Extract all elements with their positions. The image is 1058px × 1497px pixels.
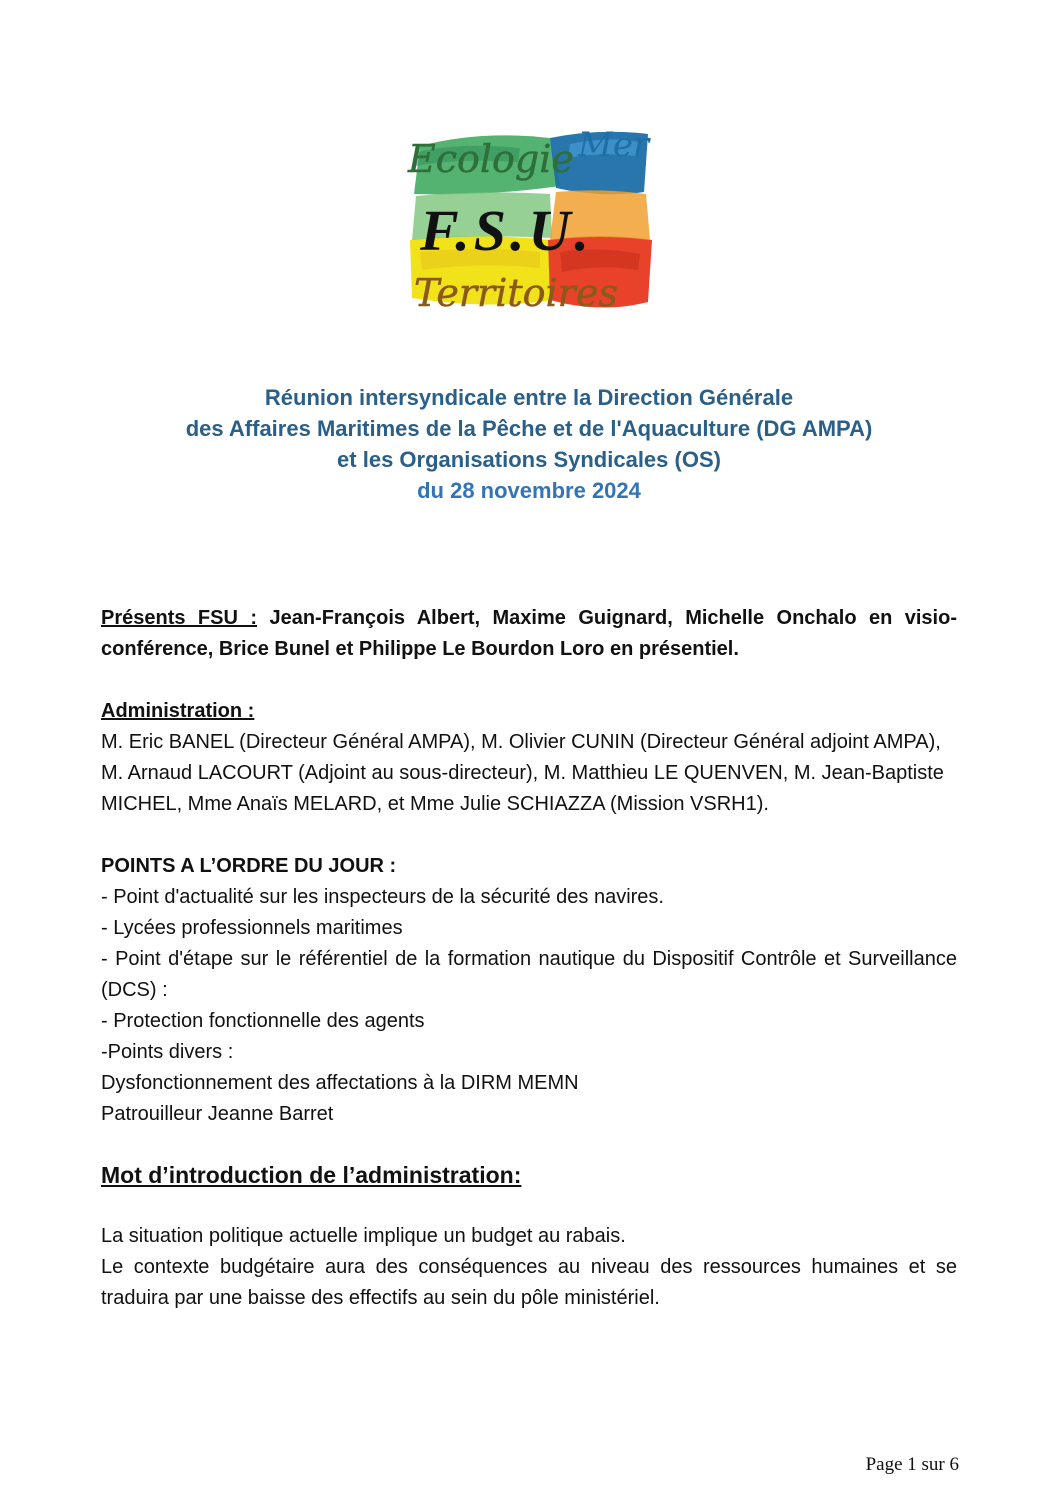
- administration-label: Administration :: [101, 700, 255, 722]
- agenda-label: POINTS A L’ORDRE DU JOUR :: [101, 855, 397, 877]
- fsu-logo: [400, 122, 660, 322]
- presents-paragraph: [101, 603, 957, 665]
- section-paragraph-2: Le contexte budgétaire aura des conséquences au niveau des ressources humaines et se traduira par une baisse des effectifs au sein du pôle ministériel.: [101, 1256, 957, 1309]
- logo-acronym: F.S.U.: [420, 198, 593, 263]
- meeting-date: du 28 novembre 2024: [417, 478, 641, 503]
- agenda-item: - Protection fonctionnelle des agents: [101, 1010, 425, 1032]
- section-heading: Mot d’introduction de l’administration:: [101, 1162, 522, 1188]
- administration-text: M. Eric BANEL (Directeur Général AMPA), M. Olivier CUNIN (Directeur Général adjoint AMPA), M. Arnaud LACOURT (Adjoint au sous-directeur), M. Matthieu LE QUENVEN, M. Jean-Baptiste MICHEL, Mme Anaïs MELARD, et Mme Julie SCHIAZZA (Mission VSRH1).: [101, 731, 944, 815]
- agenda-item: - Point d'actualité sur les inspecteurs de la sécurité des navires.: [101, 886, 664, 908]
- title-line-2: des Affaires Maritimes de la Pêche et de l'Aquaculture (DG AMPA): [185, 416, 873, 441]
- logo-word-territoires: Territoires: [414, 271, 618, 315]
- presents-label: Présents FSU :: [101, 607, 258, 629]
- presents-text: Jean-François Albert, Maxime Guignard, Michelle Onchalo en visio-conférence, Brice Bunel et Philippe Le Bourdon Loro en présentiel.: [101, 607, 957, 660]
- agenda-item: -Points divers :: [101, 1041, 234, 1063]
- agenda-item: Patrouilleur Jeanne Barret: [101, 1103, 334, 1125]
- title-line-3: et les Organisations Syndicales (OS): [337, 447, 721, 472]
- agenda-item: Dysfonctionnement des affectations à la DIRM MEMN: [101, 1072, 579, 1094]
- agenda-item: - Lycées professionnels maritimes: [101, 917, 403, 939]
- title-line-1: Réunion intersyndicale entre la Direction Générale: [264, 385, 794, 410]
- document-title: [0, 382, 1058, 506]
- logo-word-mer: Mer: [578, 125, 650, 165]
- logo-word-ecologie: Ecologie: [408, 137, 574, 181]
- document-body: [101, 603, 957, 1314]
- agenda-item: - Point d'étape sur le référentiel de la formation nautique du Dispositif Contrôle et Surveillance (DCS) :: [101, 948, 957, 1001]
- page-number: Page 1 sur 6: [865, 1454, 959, 1475]
- section-paragraph-1: La situation politique actuelle implique un budget au rabais.: [101, 1225, 626, 1247]
